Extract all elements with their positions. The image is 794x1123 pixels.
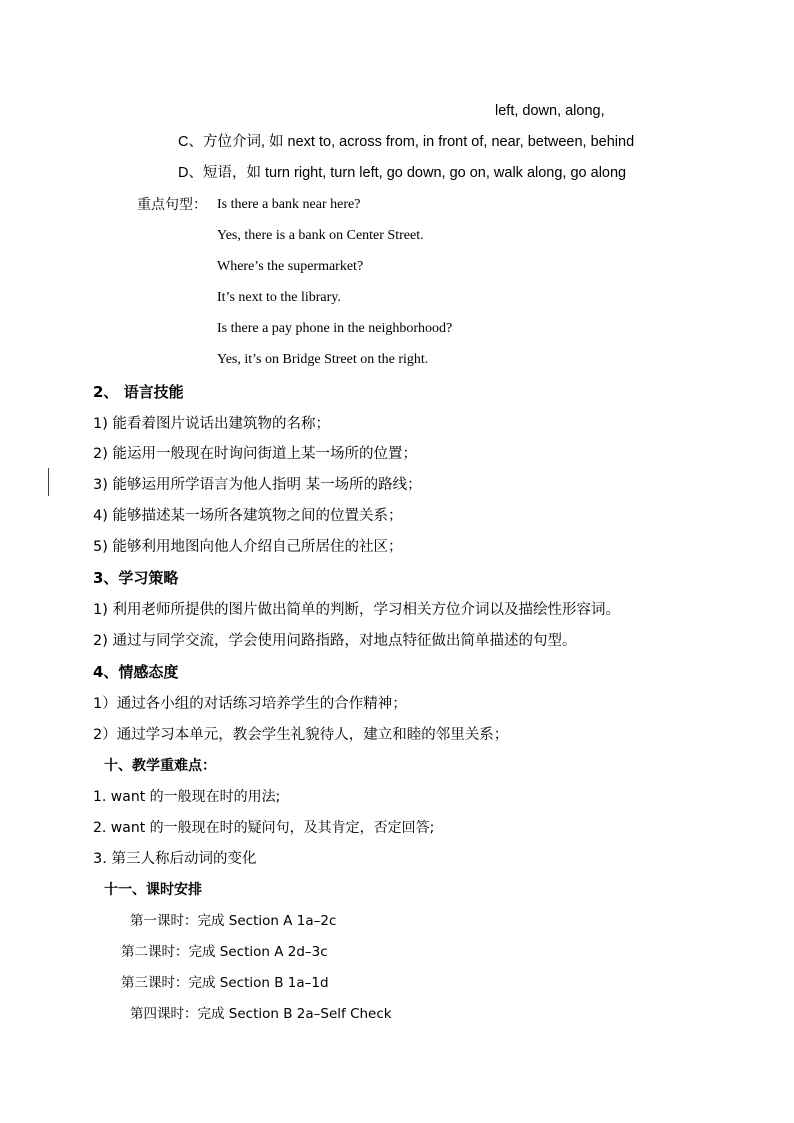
key-sentence: Yes, it’s on Bridge Street on the right. [217, 352, 429, 367]
key-sentences-label: 重点句型： [137, 197, 207, 213]
list-item: 1. want 的一般现在时的用法; [93, 789, 281, 805]
list-item: 2) 能运用一般现在时询问街道上某一场所的位置； [93, 446, 417, 462]
schedule-item: 第一课时：完成 Section A 1a–2c [130, 913, 337, 929]
text-cursor-mark [48, 468, 49, 496]
schedule-item: 第三课时：完成 Section B 1a–1d [121, 975, 329, 991]
schedule-item: 第四课时：完成 Section B 2a–Self Check [130, 1006, 392, 1022]
section-heading-attitude: 4、情感态度 [93, 663, 179, 681]
list-item: 2）通过学习本单元，教会学生礼貌待人，建立和睦的邻里关系； [93, 727, 509, 743]
list-item: 1) 利用老师所提供的图片做出简单的判断，学习相关方位介词以及描绘性形容词。 [93, 602, 620, 618]
section-heading-language-skills: 2、 语言技能 [93, 383, 184, 401]
section-heading-learning-strategy: 3、学习策略 [93, 569, 179, 587]
prepositions-line: C、方位介词, 如 next to, across from, in front of, near, between, behind [178, 134, 635, 150]
phrases-line: D、短语，如 turn right, turn left, go down, go on, walk along, go along [178, 165, 627, 181]
key-sentence: It’s next to the library. [217, 290, 341, 305]
list-item: 4) 能够描述某一场所各建筑物之间的位置关系； [93, 508, 403, 524]
key-sentence: Yes, there is a bank on Center Street. [217, 228, 424, 243]
vocab-continuation: left, down, along, [495, 103, 605, 119]
list-item: 2) 通过与同学交流，学会使用问路指路，对地点特征做出简单描述的句型。 [93, 633, 577, 649]
list-item: 5) 能够利用地图向他人介绍自己所居住的社区； [93, 539, 403, 555]
key-sentence: Where’s the supermarket? [217, 259, 364, 274]
list-item: 3. 第三人称后动词的变化 [93, 851, 257, 867]
list-item: 1）通过各小组的对话练习培养学生的合作精神； [93, 696, 407, 712]
key-sentence: Is there a bank near here? [217, 197, 361, 212]
list-item: 1) 能看着图片说话出建筑物的名称； [93, 416, 330, 432]
section-heading-difficulties: 十、教学重难点： [104, 758, 216, 774]
key-sentence: Is there a pay phone in the neighborhood? [217, 321, 453, 336]
list-item: 2. want 的一般现在时的疑问句，及其肯定，否定回答; [93, 820, 435, 836]
schedule-item: 第二课时：完成 Section A 2d–3c [121, 944, 328, 960]
list-item: 3) 能够运用所学语言为他人指明 某一场所的路线； [93, 477, 422, 493]
section-heading-schedule: 十一、课时安排 [104, 882, 202, 898]
